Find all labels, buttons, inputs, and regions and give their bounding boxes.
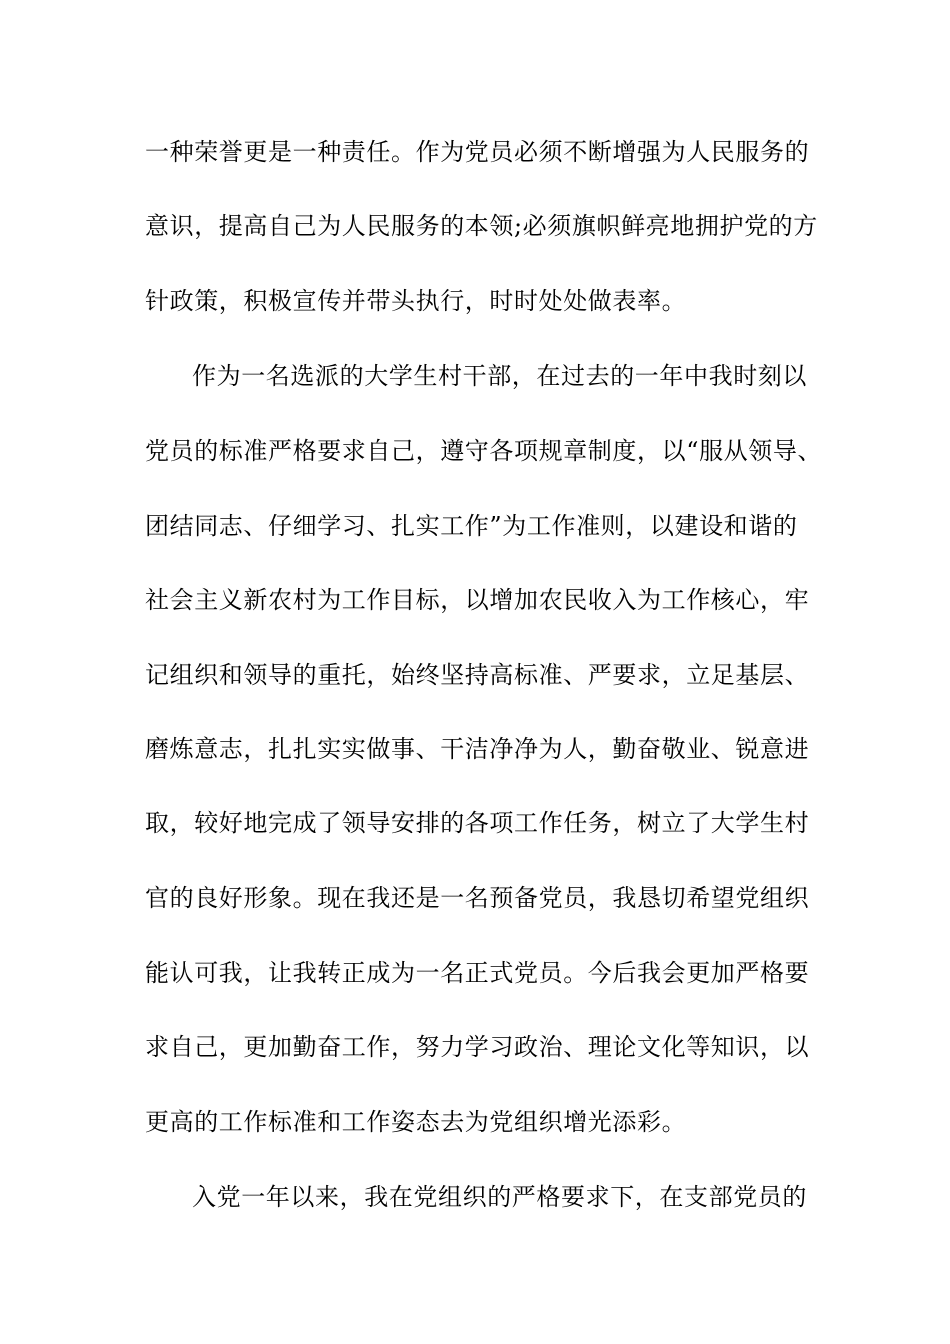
text-line: 团结同志、仔细学习、扎实工作”为工作准则，以建设和谐的 xyxy=(145,512,798,540)
text-line: 磨炼意志，扎扎实实做事、干洁净净为人，勤奋敬业、锐意进 xyxy=(145,735,810,763)
text-line: 党员的标准严格要求自己，遵守各项规章制度，以“服从领导、 xyxy=(145,437,823,465)
text-line: 一种荣誉更是一种责任。作为党员必须不断增强为人民服务的 xyxy=(145,138,810,166)
text-line: 更高的工作标准和工作姿态去为党组织增光添彩。 xyxy=(145,1108,687,1136)
text-line: 入党一年以来，我在党组织的严格要求下，在支部党员的 xyxy=(192,1183,807,1211)
text-line: 官的良好形象。现在我还是一名预备党员，我恳切希望党组织 xyxy=(145,884,810,912)
text-line: 作为一名选派的大学生村干部，在过去的一年中我时刻以 xyxy=(192,362,807,390)
text-line: 求自己，更加勤奋工作，努力学习政治、理论文化等知识，以 xyxy=(145,1033,810,1061)
text-line: 记组织和领导的重托，始终坚持高标准、严要求，立足基层、 xyxy=(145,661,810,689)
text-line: 意识，提高自己为人民服务的本领;必须旗帜鲜亮地拥护党的方 xyxy=(145,212,818,240)
text-line: 取，较好地完成了领导安排的各项工作任务，树立了大学生村 xyxy=(145,809,810,837)
text-line: 针政策，积极宣传并带头执行，时时处处做表率。 xyxy=(145,287,687,315)
text-line: 社会主义新农村为工作目标，以增加农民收入为工作核心，牢 xyxy=(145,586,810,614)
text-line: 能认可我，让我转正成为一名正式党员。今后我会更加严格要 xyxy=(145,959,810,987)
